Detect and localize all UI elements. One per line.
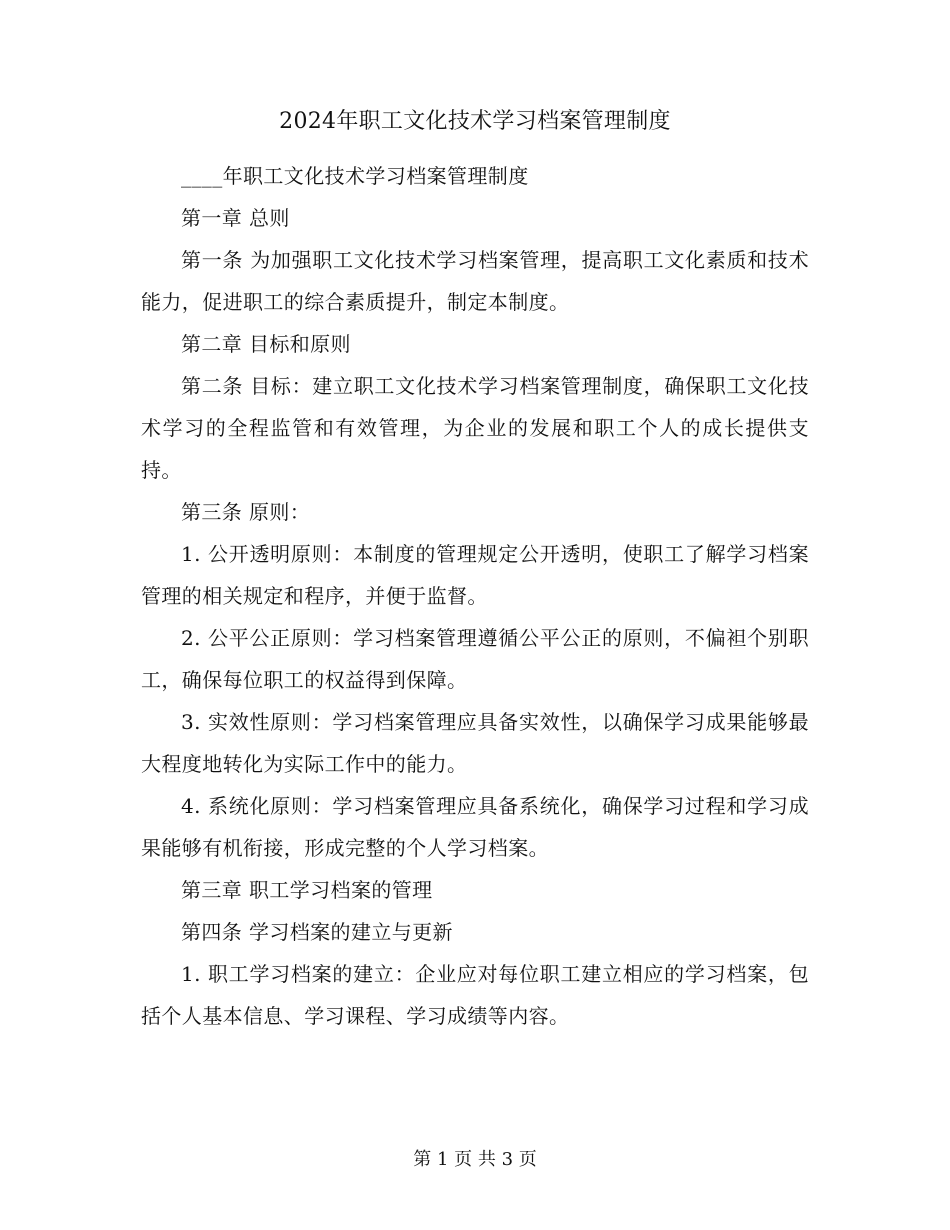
article-paragraph: 第二条 目标：建立职工文化技术学习档案管理制度，确保职工文化技术学习的全程监管和有效管理，为企业的发展和职工个人的成长提供支持。	[141, 374, 809, 482]
chapter-heading: 第二章 目标和原则	[181, 332, 351, 356]
document-title: 2024年职工文化技术学习档案管理制度	[279, 109, 671, 134]
list-item: 1. 公开透明原则：本制度的管理规定公开透明，使职工了解学习档案管理的相关规定和程序，并便于监督。	[141, 542, 809, 608]
chapter-heading: 第三章 职工学习档案的管理	[181, 878, 433, 902]
list-item: 3. 实效性原则：学习档案管理应具备实效性，以确保学习成果能够最大程度地转化为实际工作中的能力。	[141, 710, 809, 776]
subtitle-line: ____年职工文化技术学习档案管理制度	[181, 164, 529, 188]
article-paragraph: 第四条 学习档案的建立与更新	[181, 920, 453, 944]
page-footer: 第 1 页 共 3 页	[413, 1149, 537, 1170]
article-paragraph: 第三条 原则：	[181, 500, 311, 524]
list-item: 4. 系统化原则：学习档案管理应具备系统化，确保学习过程和学习成果能够有机衔接，形成完整的个人学习档案。	[141, 794, 809, 860]
document-body	[141, 155, 809, 1037]
chapter-heading: 第一章 总则	[181, 206, 290, 230]
list-item: 2. 公平公正原则：学习档案管理遵循公平公正的原则，不偏袒个别职工，确保每位职工的权益得到保障。	[141, 626, 809, 692]
list-item: 1. 职工学习档案的建立：企业应对每位职工建立相应的学习档案，包括个人基本信息、学习课程、学习成绩等内容。	[141, 962, 809, 1028]
article-paragraph: 第一条 为加强职工文化技术学习档案管理，提高职工文化素质和技术能力，促进职工的综合素质提升，制定本制度。	[141, 248, 809, 314]
